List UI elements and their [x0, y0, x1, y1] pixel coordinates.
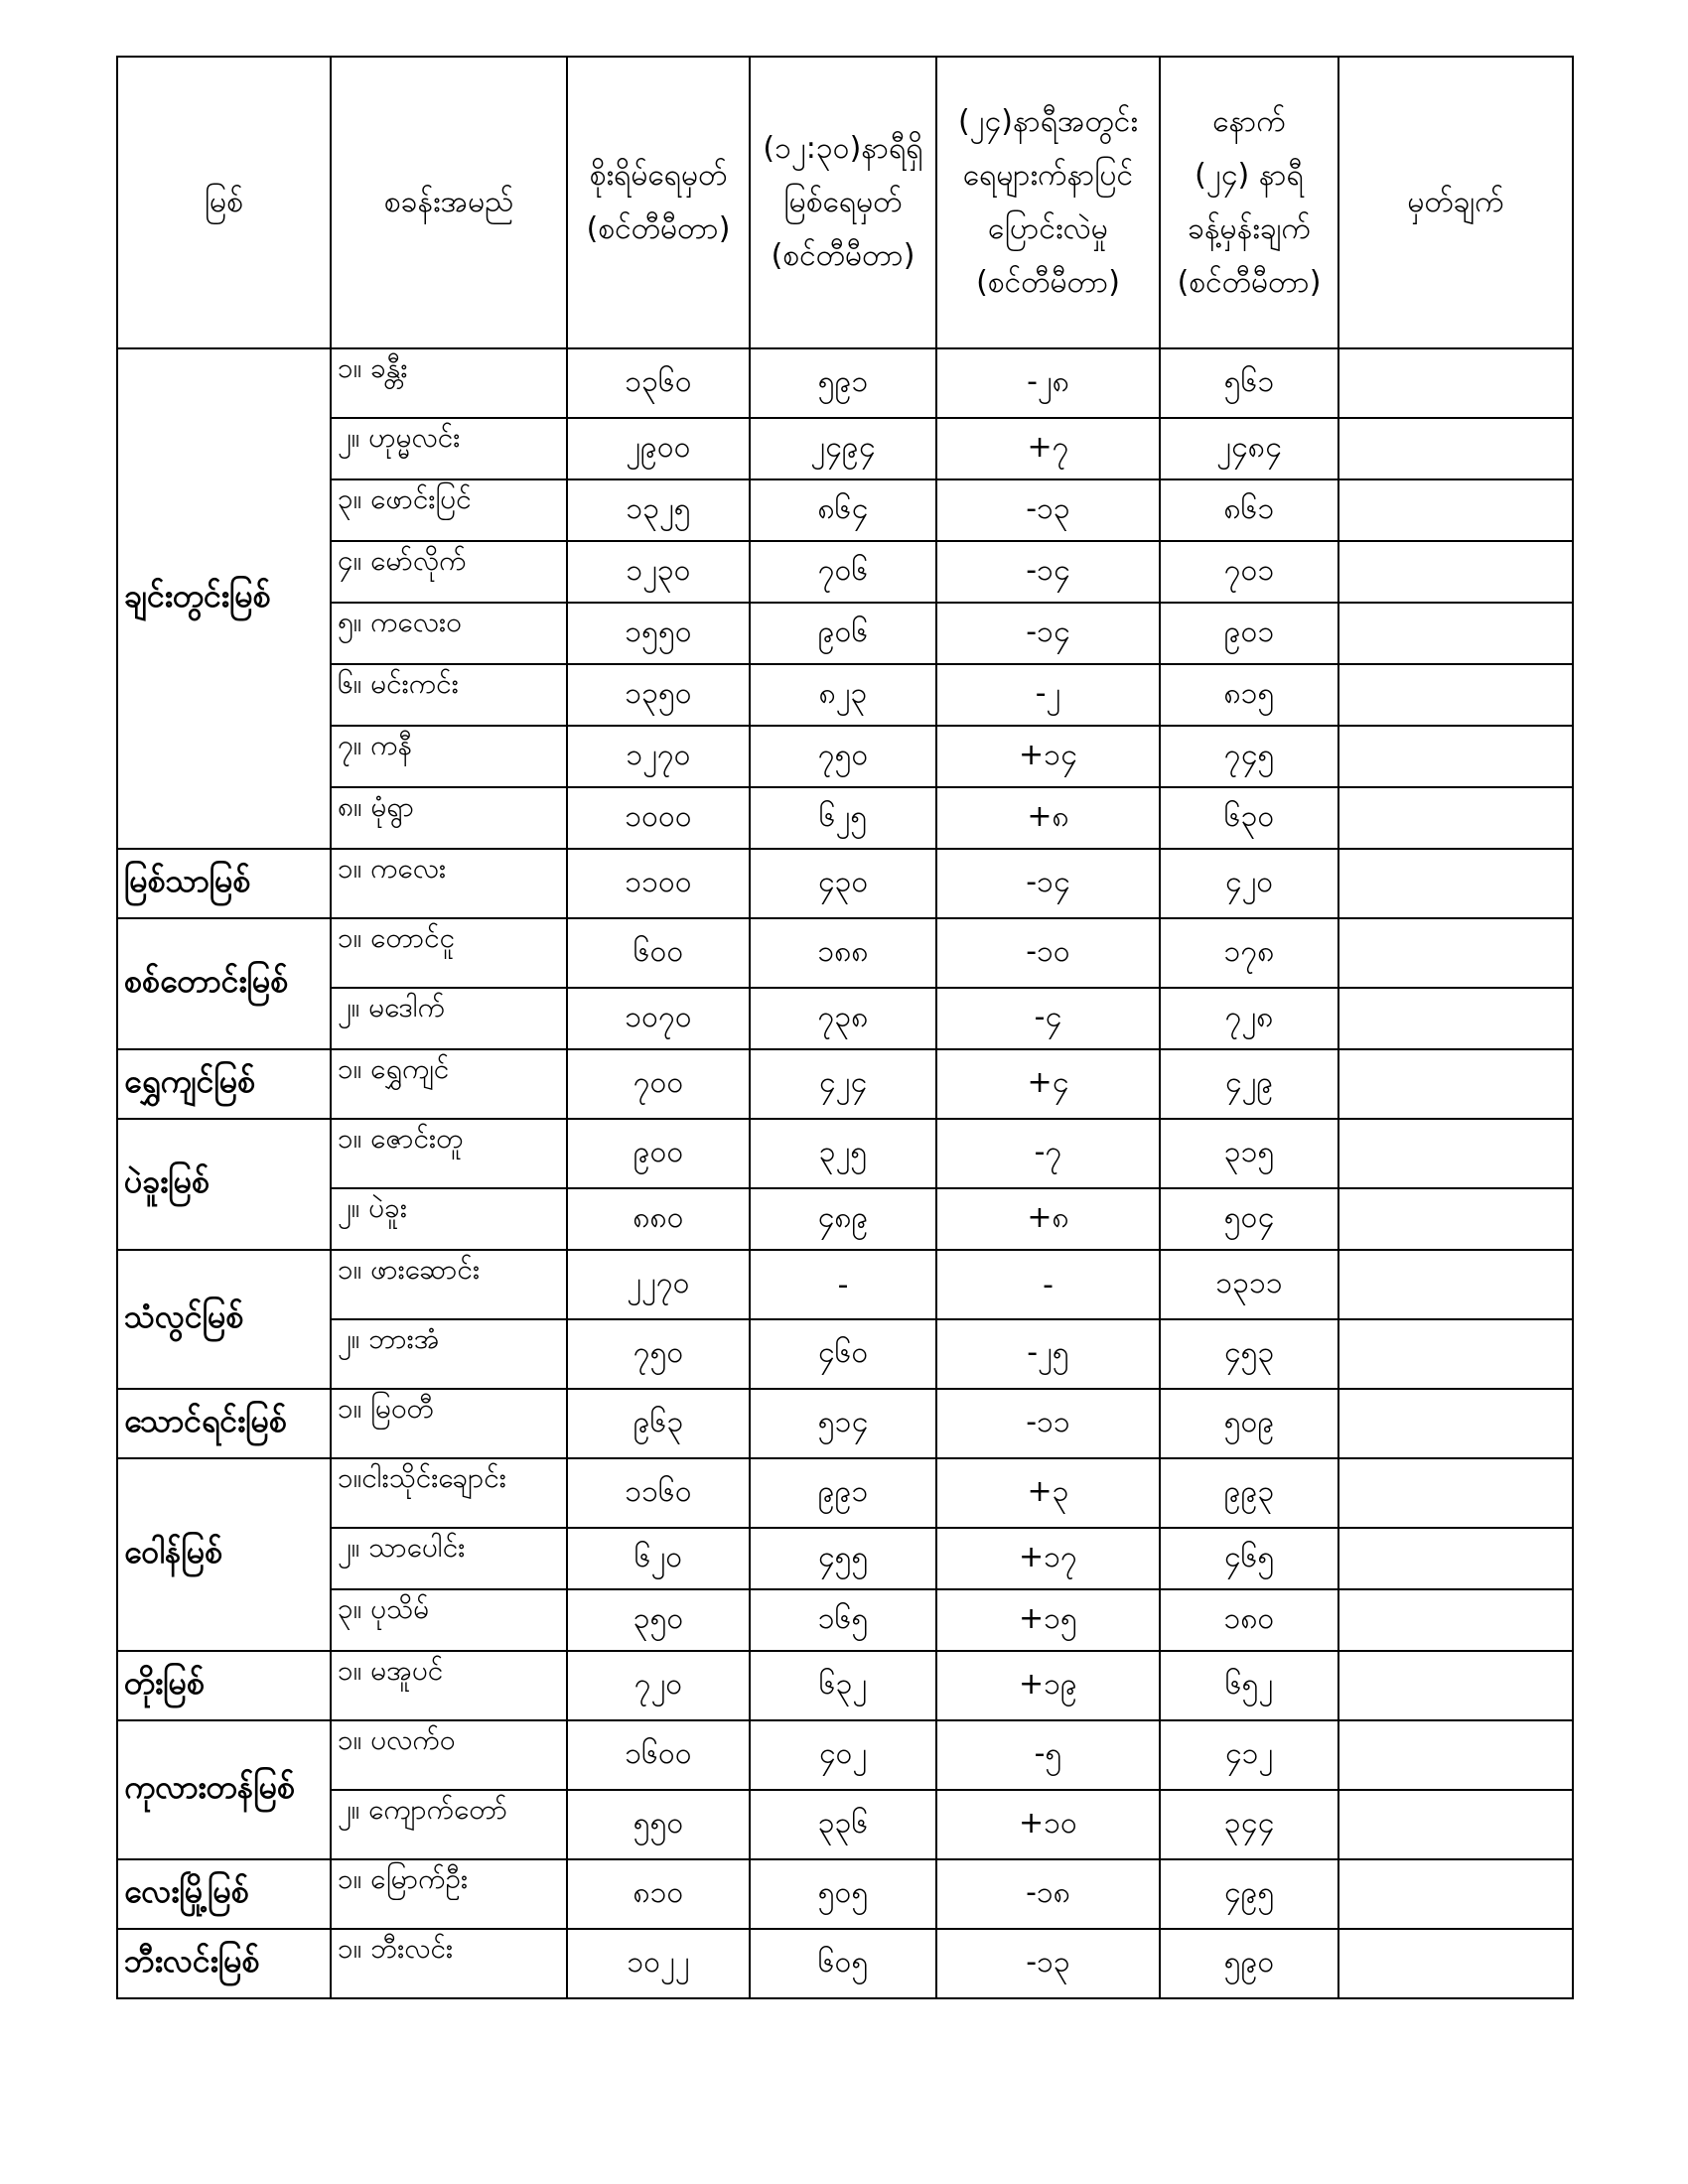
- river-name-cell: ကုလားတန်မြစ်: [117, 1720, 331, 1859]
- danger-level-cell: ၁၂၃၀: [567, 541, 750, 603]
- remark-cell: [1338, 1188, 1573, 1250]
- header-24h-change: [936, 57, 1160, 348]
- station-cell: ၅။ ကလေးဝ: [331, 603, 567, 664]
- forecast-cell: ၈၁၅: [1160, 664, 1338, 726]
- danger-level-cell: ၇၀၀: [567, 1049, 750, 1119]
- station-cell: ၂။ မဒေါက်: [331, 988, 567, 1049]
- danger-level-cell: ၁၀၀၀: [567, 787, 750, 849]
- station-cell: ၃။ ပုသိမ်: [331, 1589, 567, 1651]
- danger-level-cell: ၉၆၃: [567, 1389, 750, 1458]
- change-cell: +၁၉: [936, 1651, 1160, 1720]
- table-row: [117, 664, 1573, 726]
- current-level-cell: ၅၉၁: [750, 348, 936, 418]
- current-level-cell: ၆၀၅: [750, 1929, 936, 1998]
- table-row: [117, 1720, 1573, 1790]
- change-cell: +၁၅: [936, 1589, 1160, 1651]
- header-line: စခန်းအမည်: [383, 185, 514, 219]
- table-row: [117, 541, 1573, 603]
- forecast-cell: ၁၇၈: [1160, 918, 1338, 988]
- remark-cell: [1338, 1049, 1573, 1119]
- river-name-cell: သံလွင်မြစ်: [117, 1250, 331, 1389]
- header-line: (၂၄)နာရီအတွင်း: [957, 104, 1139, 139]
- current-level-cell: ၄၂၄: [750, 1049, 936, 1119]
- station-cell: ၈။ မုံရွာ: [331, 787, 567, 849]
- remark-cell: [1338, 1790, 1573, 1859]
- forecast-cell: ၇၄၅: [1160, 726, 1338, 787]
- danger-level-cell: ၁၅၅၀: [567, 603, 750, 664]
- remark-cell: [1338, 664, 1573, 726]
- header-river: [117, 57, 331, 348]
- station-cell: ၁။ မြောက်ဦး: [331, 1859, 567, 1929]
- header-current-level: [750, 57, 936, 348]
- station-cell: ၂။ ပဲခူး: [331, 1188, 567, 1250]
- header-row: [117, 57, 1573, 348]
- forecast-cell: ၈၆၁: [1160, 479, 1338, 541]
- table-row: [117, 479, 1573, 541]
- table-row: [117, 1528, 1573, 1589]
- danger-level-cell: ၁၀၇၀: [567, 988, 750, 1049]
- forecast-cell: ၁၃၁၁: [1160, 1250, 1338, 1319]
- danger-level-cell: ၂၉၀၀: [567, 418, 750, 479]
- water-level-document: [116, 56, 1572, 2013]
- table-row: [117, 603, 1573, 664]
- remark-cell: [1338, 988, 1573, 1049]
- station-cell: ၁။ ကလေး: [331, 849, 567, 918]
- current-level-cell: ၇၃၈: [750, 988, 936, 1049]
- danger-level-cell: ၅၅၀: [567, 1790, 750, 1859]
- current-level-cell: ၇၅၀: [750, 726, 936, 787]
- header-line: (၁၂:၃၀)နာရီရှိ: [763, 131, 923, 166]
- current-level-cell: ၈၂၃: [750, 664, 936, 726]
- current-level-cell: ၇၀၆: [750, 541, 936, 603]
- danger-level-cell: ၇၂၀: [567, 1651, 750, 1720]
- station-cell: ၁။ ပလက်ဝ: [331, 1720, 567, 1790]
- header-danger-level: [567, 57, 750, 348]
- water-level-table: [116, 56, 1574, 1999]
- header-line: (စင်တီမီတာ): [1177, 265, 1322, 300]
- forecast-cell: ၇၀၁: [1160, 541, 1338, 603]
- remark-cell: [1338, 849, 1573, 918]
- change-cell: -၅: [936, 1720, 1160, 1790]
- header-line: (စင်တီမီတာ): [771, 238, 915, 273]
- danger-level-cell: ၆၂၀: [567, 1528, 750, 1589]
- change-cell: -၂: [936, 664, 1160, 726]
- table-row: [117, 1790, 1573, 1859]
- river-name-cell: လေးမြို့မြစ်: [117, 1859, 331, 1929]
- station-cell: ၁။ မအူပင်: [331, 1651, 567, 1720]
- current-level-cell: ၉၉၁: [750, 1458, 936, 1528]
- danger-level-cell: ၁၃၂၅: [567, 479, 750, 541]
- forecast-cell: ၉၉၃: [1160, 1458, 1338, 1528]
- table-row: [117, 1049, 1573, 1119]
- table-row: [117, 918, 1573, 988]
- remark-cell: [1338, 1651, 1573, 1720]
- table-row: [117, 1319, 1573, 1389]
- change-cell: -၁၈: [936, 1859, 1160, 1929]
- current-level-cell: -: [750, 1250, 936, 1319]
- river-name-cell: မြစ်သာမြစ်: [117, 849, 331, 918]
- station-cell: ၁။ ဘီးလင်း: [331, 1929, 567, 1998]
- forecast-cell: ၅၆၁: [1160, 348, 1338, 418]
- current-level-cell: ၄၅၅: [750, 1528, 936, 1589]
- change-cell: -၁၀: [936, 918, 1160, 988]
- table-row: [117, 1651, 1573, 1720]
- current-level-cell: ၄၆၀: [750, 1319, 936, 1389]
- change-cell: +၈: [936, 1188, 1160, 1250]
- remark-cell: [1338, 1119, 1573, 1188]
- station-cell: ၁။ ဇောင်းတူ: [331, 1119, 567, 1188]
- current-level-cell: ၉၀၆: [750, 603, 936, 664]
- table-row: [117, 1589, 1573, 1651]
- forecast-cell: ၄၁၂: [1160, 1720, 1338, 1790]
- remark-cell: [1338, 1389, 1573, 1458]
- forecast-cell: ၁၈၀: [1160, 1589, 1338, 1651]
- danger-level-cell: ၁၁၀၀: [567, 849, 750, 918]
- header-remarks: [1338, 57, 1573, 348]
- remark-cell: [1338, 1528, 1573, 1589]
- station-cell: ၁။ ဖားဆောင်း: [331, 1250, 567, 1319]
- change-cell: -၄: [936, 988, 1160, 1049]
- forecast-cell: ၆၅၂: [1160, 1651, 1338, 1720]
- change-cell: -: [936, 1250, 1160, 1319]
- station-cell: ၁။ ရွှေကျင်: [331, 1049, 567, 1119]
- header-line: (စင်တီမီတာ): [976, 265, 1120, 300]
- danger-level-cell: ၁၁၆၀: [567, 1458, 750, 1528]
- remark-cell: [1338, 1250, 1573, 1319]
- danger-level-cell: ၁၀၂၂: [567, 1929, 750, 1998]
- remark-cell: [1338, 348, 1573, 418]
- table-row: [117, 988, 1573, 1049]
- change-cell: +၁၀: [936, 1790, 1160, 1859]
- danger-level-cell: ၃၅၀: [567, 1589, 750, 1651]
- river-name-cell: ပဲခူးမြစ်: [117, 1119, 331, 1250]
- header-line: ရေများက်နာပြင်: [962, 158, 1134, 193]
- header-line: မှတ်ချက်: [1407, 185, 1504, 219]
- change-cell: -၁၃: [936, 1929, 1160, 1998]
- station-cell: ၄။ မော်လိုက်: [331, 541, 567, 603]
- remark-cell: [1338, 418, 1573, 479]
- change-cell: +၈: [936, 787, 1160, 849]
- remark-cell: [1338, 1589, 1573, 1651]
- station-cell: ၆။ မင်းကင်း: [331, 664, 567, 726]
- header-line: (၂၄) နာရီ: [1195, 158, 1304, 193]
- danger-level-cell: ၈၁၀: [567, 1859, 750, 1929]
- current-level-cell: ၄၃၀: [750, 849, 936, 918]
- current-level-cell: ၃၂၅: [750, 1119, 936, 1188]
- remark-cell: [1338, 1859, 1573, 1929]
- header-station: [331, 57, 567, 348]
- forecast-cell: ၆၃၀: [1160, 787, 1338, 849]
- remark-cell: [1338, 1720, 1573, 1790]
- river-name-cell: သောင်ရင်းမြစ်: [117, 1389, 331, 1458]
- station-cell: ၂။ ဟုမ္မလင်း: [331, 418, 567, 479]
- current-level-cell: ၂၄၉၄: [750, 418, 936, 479]
- table-row: [117, 1188, 1573, 1250]
- change-cell: -၁၄: [936, 603, 1160, 664]
- current-level-cell: ၃၃၆: [750, 1790, 936, 1859]
- table-row: [117, 348, 1573, 418]
- forecast-cell: ၃၄၄: [1160, 1790, 1338, 1859]
- danger-level-cell: ၇၅၀: [567, 1319, 750, 1389]
- forecast-cell: ၂၄၈၄: [1160, 418, 1338, 479]
- change-cell: +၄: [936, 1049, 1160, 1119]
- remark-cell: [1338, 787, 1573, 849]
- table-row: [117, 1389, 1573, 1458]
- current-level-cell: ၈၆၄: [750, 479, 936, 541]
- current-level-cell: ၁၆၅: [750, 1589, 936, 1651]
- forecast-cell: ၄၂၀: [1160, 849, 1338, 918]
- change-cell: -၁၃: [936, 479, 1160, 541]
- danger-level-cell: ၁၂၇၀: [567, 726, 750, 787]
- danger-level-cell: ၉၀၀: [567, 1119, 750, 1188]
- change-cell: -၁၁: [936, 1389, 1160, 1458]
- remark-cell: [1338, 603, 1573, 664]
- forecast-cell: ၅၀၄: [1160, 1188, 1338, 1250]
- forecast-cell: ၄၆၅: [1160, 1528, 1338, 1589]
- danger-level-cell: ၁၆၀၀: [567, 1720, 750, 1790]
- change-cell: +၃: [936, 1458, 1160, 1528]
- forecast-cell: ၅၉၀: [1160, 1929, 1338, 1998]
- station-cell: ၇။ ကနီ: [331, 726, 567, 787]
- header-line: စိုးရိမ်ရေမှတ်: [589, 158, 728, 193]
- river-name-cell: ဝေါန်မြစ်: [117, 1458, 331, 1651]
- current-level-cell: ၆၂၅: [750, 787, 936, 849]
- river-name-cell: ဘီးလင်းမြစ်: [117, 1929, 331, 1998]
- remark-cell: [1338, 726, 1573, 787]
- danger-level-cell: ၆၀၀: [567, 918, 750, 988]
- forecast-cell: ၉၀၁: [1160, 603, 1338, 664]
- station-cell: ၁။ မြဝတီ: [331, 1389, 567, 1458]
- change-cell: -၂၅: [936, 1319, 1160, 1389]
- change-cell: +၇: [936, 418, 1160, 479]
- table-row: [117, 849, 1573, 918]
- current-level-cell: ၄၈၉: [750, 1188, 936, 1250]
- station-cell: ၃။ ဖောင်းပြင်: [331, 479, 567, 541]
- forecast-cell: ၃၁၅: [1160, 1119, 1338, 1188]
- header-line: (စင်တီမီတာ): [586, 211, 731, 246]
- remark-cell: [1338, 1929, 1573, 1998]
- current-level-cell: ၅၁၄: [750, 1389, 936, 1458]
- header-line: ပြောင်းလဲမှု: [988, 211, 1108, 246]
- river-name-cell: ချင်းတွင်းမြစ်: [117, 348, 331, 849]
- change-cell: -၂၈: [936, 348, 1160, 418]
- change-cell: -၁၄: [936, 849, 1160, 918]
- danger-level-cell: ၁၃၆၀: [567, 348, 750, 418]
- header-forecast: [1160, 57, 1338, 348]
- river-name-cell: စစ်တောင်းမြစ်: [117, 918, 331, 1049]
- header-line: မြစ်ရေမှတ်: [783, 185, 903, 219]
- forecast-cell: ၄၂၉: [1160, 1049, 1338, 1119]
- danger-level-cell: ၂၂၇၀: [567, 1250, 750, 1319]
- table-row: [117, 726, 1573, 787]
- remark-cell: [1338, 541, 1573, 603]
- change-cell: -၇: [936, 1119, 1160, 1188]
- table-body: [117, 348, 1573, 1998]
- station-cell: ၂။ ဘားအံ: [331, 1319, 567, 1389]
- table-row: [117, 1119, 1573, 1188]
- current-level-cell: ၅၀၅: [750, 1859, 936, 1929]
- danger-level-cell: ၈၈၀: [567, 1188, 750, 1250]
- change-cell: -၁၄: [936, 541, 1160, 603]
- river-name-cell: တိုးမြစ်: [117, 1651, 331, 1720]
- river-name-cell: ရွှေကျင်မြစ်: [117, 1049, 331, 1119]
- remark-cell: [1338, 1319, 1573, 1389]
- forecast-cell: ၄၉၅: [1160, 1859, 1338, 1929]
- current-level-cell: ၆၃၂: [750, 1651, 936, 1720]
- table-row: [117, 1250, 1573, 1319]
- remark-cell: [1338, 479, 1573, 541]
- table-row: [117, 1458, 1573, 1528]
- station-cell: ၂။ သာပေါင်း: [331, 1528, 567, 1589]
- table-row: [117, 418, 1573, 479]
- header-line: မြစ်: [204, 185, 244, 219]
- remark-cell: [1338, 918, 1573, 988]
- danger-level-cell: ၁၃၅၀: [567, 664, 750, 726]
- remark-cell: [1338, 1458, 1573, 1528]
- station-cell: ၂။ ကျောက်တော်: [331, 1790, 567, 1859]
- header-line: ခန့်မှန်းချက်: [1188, 211, 1311, 246]
- current-level-cell: ၄၀၂: [750, 1720, 936, 1790]
- forecast-cell: ၄၅၃: [1160, 1319, 1338, 1389]
- station-cell: ၁။ ခန္တီး: [331, 348, 567, 418]
- current-level-cell: ၁၈၈: [750, 918, 936, 988]
- change-cell: +၁၄: [936, 726, 1160, 787]
- station-cell: ၁။ငါးသိုင်းချောင်း: [331, 1458, 567, 1528]
- station-cell: ၁။ တောင်ငူ: [331, 918, 567, 988]
- table-row: [117, 1859, 1573, 1929]
- table-row: [117, 1929, 1573, 1998]
- table-row: [117, 787, 1573, 849]
- header-line: နောက်: [1212, 104, 1286, 139]
- forecast-cell: ၅၀၉: [1160, 1389, 1338, 1458]
- change-cell: +၁၇: [936, 1528, 1160, 1589]
- forecast-cell: ၇၂၈: [1160, 988, 1338, 1049]
